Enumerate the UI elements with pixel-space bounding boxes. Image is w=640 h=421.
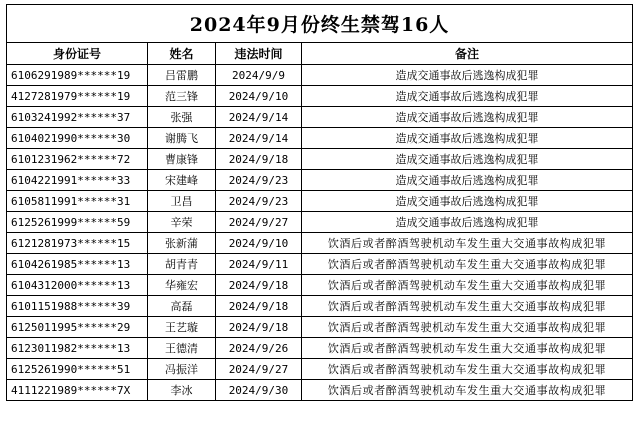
date-cell: 2024/9/18 xyxy=(216,296,302,317)
header-id: 身份证号 xyxy=(7,43,148,65)
table-body xyxy=(7,65,633,401)
note-cell: 饮酒后或者醉酒驾驶机动车发生重大交通事故构成犯罪 xyxy=(302,275,633,296)
note-cell: 饮酒后或者醉酒驾驶机动车发生重大交通事故构成犯罪 xyxy=(302,338,633,359)
table-row xyxy=(7,233,633,254)
id-cell: 6104261985******13 xyxy=(7,254,148,275)
name-cell: 范三锋 xyxy=(148,86,216,107)
table-row xyxy=(7,338,633,359)
date-cell: 2024/9/27 xyxy=(216,212,302,233)
header-note: 备注 xyxy=(302,43,633,65)
id-cell: 6125261990******51 xyxy=(7,359,148,380)
id-cell: 6104221991******33 xyxy=(7,170,148,191)
note-cell: 造成交通事故后逃逸构成犯罪 xyxy=(302,128,633,149)
table-row xyxy=(7,380,633,401)
name-cell: 王德清 xyxy=(148,338,216,359)
table-row xyxy=(7,128,633,149)
note-cell: 饮酒后或者醉酒驾驶机动车发生重大交通事故构成犯罪 xyxy=(302,359,633,380)
table-row xyxy=(7,317,633,338)
id-cell: 4111221989******7X xyxy=(7,380,148,401)
note-cell: 造成交通事故后逃逸构成犯罪 xyxy=(302,149,633,170)
name-cell: 宋建峰 xyxy=(148,170,216,191)
name-cell: 卫昌 xyxy=(148,191,216,212)
name-cell: 华雍宏 xyxy=(148,275,216,296)
table-row xyxy=(7,359,633,380)
name-cell: 张新蒲 xyxy=(148,233,216,254)
name-cell: 胡青青 xyxy=(148,254,216,275)
date-cell: 2024/9/27 xyxy=(216,359,302,380)
date-cell: 2024/9/23 xyxy=(216,191,302,212)
note-cell: 饮酒后或者醉酒驾驶机动车发生重大交通事故构成犯罪 xyxy=(302,380,633,401)
date-cell: 2024/9/30 xyxy=(216,380,302,401)
date-cell: 2024/9/23 xyxy=(216,170,302,191)
id-cell: 6104021990******30 xyxy=(7,128,148,149)
name-cell: 高磊 xyxy=(148,296,216,317)
id-cell: 4127281979******19 xyxy=(7,86,148,107)
id-cell: 6103241992******37 xyxy=(7,107,148,128)
name-cell: 辛荣 xyxy=(148,212,216,233)
date-cell: 2024/9/18 xyxy=(216,275,302,296)
id-cell: 6101151988******39 xyxy=(7,296,148,317)
ban-list-table xyxy=(6,4,633,401)
id-cell: 6121281973******15 xyxy=(7,233,148,254)
date-cell: 2024/9/10 xyxy=(216,233,302,254)
note-cell: 饮酒后或者醉酒驾驶机动车发生重大交通事故构成犯罪 xyxy=(302,296,633,317)
date-cell: 2024/9/9 xyxy=(216,65,302,86)
name-cell: 曹康锋 xyxy=(148,149,216,170)
name-cell: 冯振洋 xyxy=(148,359,216,380)
header-row xyxy=(7,43,633,65)
id-cell: 6123011982******13 xyxy=(7,338,148,359)
note-cell: 饮酒后或者醉酒驾驶机动车发生重大交通事故构成犯罪 xyxy=(302,317,633,338)
date-cell: 2024/9/18 xyxy=(216,149,302,170)
name-cell: 吕雷鹏 xyxy=(148,65,216,86)
note-cell: 饮酒后或者醉酒驾驶机动车发生重大交通事故构成犯罪 xyxy=(302,254,633,275)
table-row xyxy=(7,107,633,128)
date-cell: 2024/9/14 xyxy=(216,128,302,149)
date-cell: 2024/9/11 xyxy=(216,254,302,275)
table-row xyxy=(7,254,633,275)
id-cell: 6105811991******31 xyxy=(7,191,148,212)
title-row xyxy=(7,5,633,43)
note-cell: 造成交通事故后逃逸构成犯罪 xyxy=(302,212,633,233)
table-row xyxy=(7,86,633,107)
name-cell: 张强 xyxy=(148,107,216,128)
id-cell: 6106291989******19 xyxy=(7,65,148,86)
id-cell: 6104312000******13 xyxy=(7,275,148,296)
date-cell: 2024/9/10 xyxy=(216,86,302,107)
name-cell: 谢腾飞 xyxy=(148,128,216,149)
header-name: 姓名 xyxy=(148,43,216,65)
table-row xyxy=(7,275,633,296)
ban-list-sheet xyxy=(6,4,632,416)
note-cell: 饮酒后或者醉酒驾驶机动车发生重大交通事故构成犯罪 xyxy=(302,233,633,254)
header-date: 违法时间 xyxy=(216,43,302,65)
table-title: 2024年9月份终生禁驾16人 xyxy=(7,5,633,43)
date-cell: 2024/9/18 xyxy=(216,317,302,338)
note-cell: 造成交通事故后逃逸构成犯罪 xyxy=(302,86,633,107)
note-cell: 造成交通事故后逃逸构成犯罪 xyxy=(302,191,633,212)
date-cell: 2024/9/14 xyxy=(216,107,302,128)
id-cell: 6125011995******29 xyxy=(7,317,148,338)
id-cell: 6125261999******59 xyxy=(7,212,148,233)
note-cell: 造成交通事故后逃逸构成犯罪 xyxy=(302,107,633,128)
name-cell: 李冰 xyxy=(148,380,216,401)
table-row xyxy=(7,296,633,317)
id-cell: 6101231962******72 xyxy=(7,149,148,170)
note-cell: 造成交通事故后逃逸构成犯罪 xyxy=(302,170,633,191)
table-row xyxy=(7,65,633,86)
table-row xyxy=(7,212,633,233)
note-cell: 造成交通事故后逃逸构成犯罪 xyxy=(302,65,633,86)
name-cell: 王艺璇 xyxy=(148,317,216,338)
table-row xyxy=(7,170,633,191)
table-row xyxy=(7,149,633,170)
date-cell: 2024/9/26 xyxy=(216,338,302,359)
table-row xyxy=(7,191,633,212)
